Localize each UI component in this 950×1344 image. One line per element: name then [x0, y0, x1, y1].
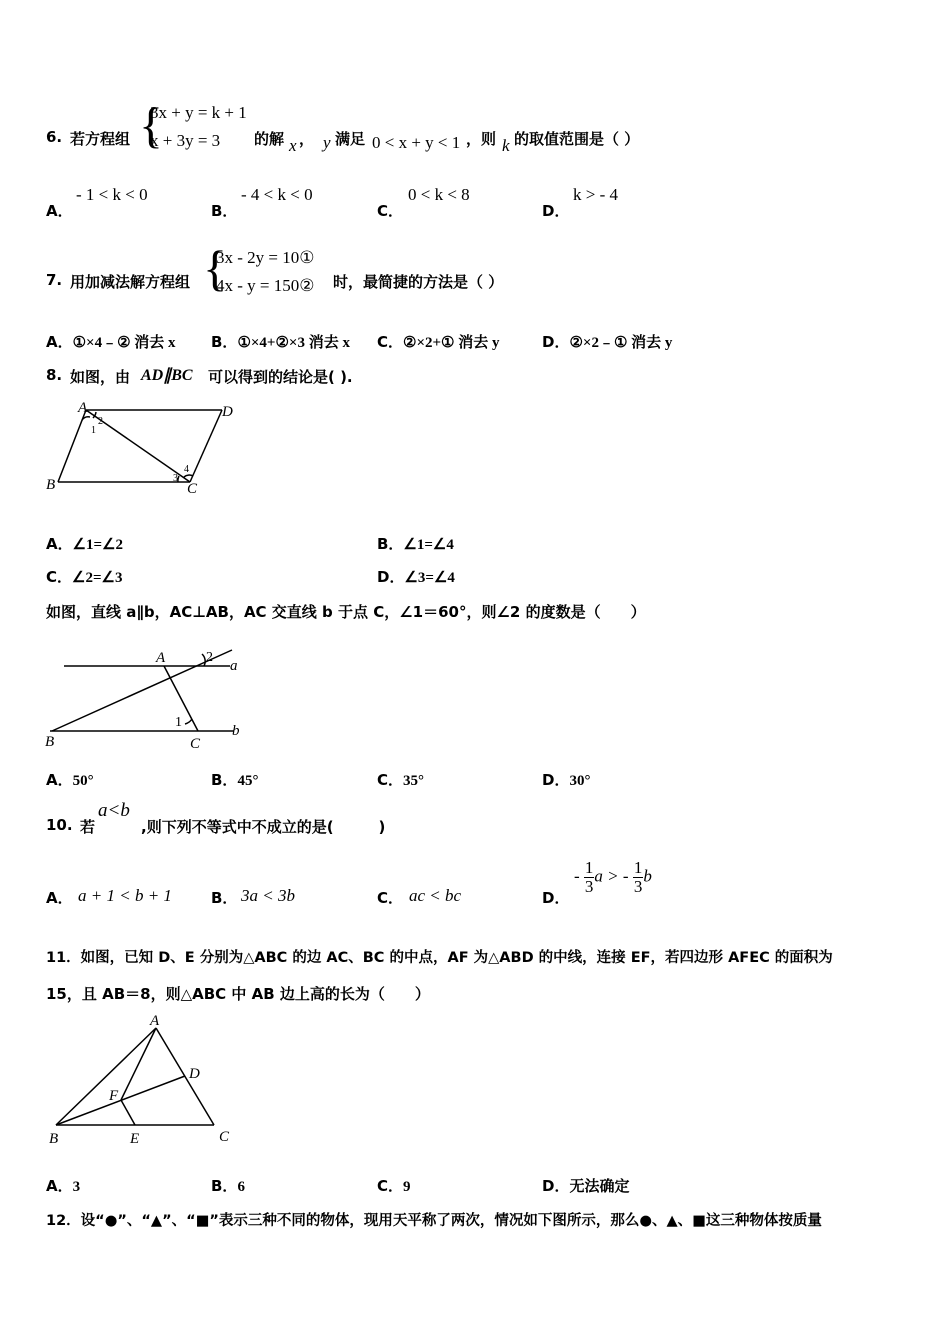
q11-opt-a-text: 3	[72, 1179, 81, 1195]
q11-opt-b-label: B．	[211, 1177, 238, 1195]
q8-label-a: A	[78, 400, 88, 416]
q9-opt-d-label: D．	[542, 771, 570, 789]
q10-d-minus: -	[574, 866, 580, 886]
q6-opt-b-value: - 4 < k < 0	[241, 185, 313, 204]
q7-tail: 时，最简捷的方法是（ ）	[333, 273, 504, 291]
q10-tail: ,则下列不等式中不成立的是( )	[141, 818, 386, 836]
q11-opt-a	[46, 1175, 80, 1196]
q8-opt-a	[46, 533, 123, 554]
q6-opt-b-label: B．	[211, 202, 238, 220]
q7-opt-b	[211, 331, 350, 352]
q10-d-mid: a > -	[594, 866, 629, 886]
q10-d-frac1	[584, 859, 595, 896]
q9-opt-b-text: 45°	[237, 773, 259, 789]
q8-number: 8.	[46, 366, 63, 384]
q9-label-line-a: a	[230, 658, 238, 674]
q6-opt-c-label: C．	[377, 202, 404, 220]
q6-opt-a-value: - 1 < k < 0	[76, 185, 148, 204]
q7-opt-c-text: ②×2+① 消去 y	[403, 335, 500, 351]
q11-label-f: F	[109, 1088, 119, 1104]
q8-opt-b-text: ∠1=∠4	[403, 537, 454, 553]
q10-d-num1: 1	[584, 858, 594, 877]
q8-label-3: 3	[173, 473, 178, 484]
q6-brace: {	[139, 97, 163, 153]
q11-label-d: D	[189, 1066, 200, 1082]
q9-opt-c	[377, 769, 424, 790]
q8-opt-c	[46, 566, 122, 587]
q6-eq1: 3x + y = k + 1	[150, 103, 247, 122]
q7-opt-d-text: ②×2﹣① 消去 y	[569, 335, 673, 351]
q9-label-c-point: C	[190, 736, 201, 752]
q9-label-a-point: A	[156, 650, 166, 666]
q7-opt-c-label: C．	[377, 333, 404, 351]
q8-arc-3	[178, 476, 179, 482]
q7-lead: 用加减法解方程组	[70, 273, 191, 291]
q10-opt-c-value: ac < bc	[409, 886, 462, 905]
q6-mid: 的解	[254, 130, 285, 148]
q8-lead: 如图，由	[70, 368, 131, 386]
q8-label-4: 4	[184, 464, 189, 475]
q8-opt-c-label: C．	[46, 568, 73, 586]
q9-opt-a-label: A．	[46, 771, 73, 789]
q6-lead: 若方程组	[70, 130, 131, 148]
q8-opt-c-text: ∠2=∠3	[72, 570, 123, 586]
q7-opt-d-label: D．	[542, 333, 570, 351]
q8-line-dc	[190, 410, 222, 482]
q9-label-b-point: B	[45, 734, 55, 750]
q11-line-fe	[121, 1100, 135, 1125]
q6-opt-c-value: 0 < k < 8	[408, 185, 470, 204]
q6-var-k: k	[502, 136, 510, 155]
q10-opt-b-value: 3a < 3b	[241, 886, 295, 905]
q10-d-frac2	[633, 859, 644, 896]
q10-opt-a-value: a + 1 < b + 1	[78, 886, 172, 905]
q6-satisfy: 满足	[335, 130, 366, 148]
q10-opt-b-label: B．	[211, 889, 238, 907]
q9-opt-d	[542, 769, 590, 790]
q10-number: 10.	[46, 816, 73, 834]
q9-opt-c-text: 35°	[403, 773, 425, 789]
q7-opt-a	[46, 331, 176, 352]
q10-opt-c-label: C．	[377, 889, 404, 907]
q10-d-end: b	[643, 866, 652, 886]
q11-opt-d	[542, 1175, 629, 1196]
q6-cond: 0 < x + y < 1	[372, 133, 461, 152]
q9-opt-c-label: C．	[377, 771, 404, 789]
q9-arc-1	[185, 719, 192, 724]
q8-tail: 可以得到的结论是( ).	[208, 368, 353, 386]
q6-eq2: x + 3y = 3	[150, 131, 221, 150]
q10-d-den2: 3	[633, 877, 643, 896]
q10-opt-d-label: D．	[542, 889, 570, 907]
q11-label-e: E	[130, 1131, 140, 1147]
q11-label-a: A	[150, 1013, 160, 1029]
q11-opt-d-text: 无法确定	[569, 1177, 630, 1195]
q7-opt-a-label: A．	[46, 333, 73, 351]
q8-opt-d-label: D．	[377, 568, 405, 586]
q7-number: 7.	[46, 271, 63, 289]
q6-tail: 的取值范围是（ ）	[514, 130, 640, 148]
q7-opt-d	[542, 331, 672, 352]
q8-label-d: D	[222, 404, 233, 420]
q10-lead: 若	[80, 818, 96, 836]
q9-label-2: 2	[206, 650, 213, 665]
q8-label-2: 2	[98, 416, 103, 427]
q8-opt-b-label: B．	[377, 535, 404, 553]
q11-opt-a-label: A．	[46, 1177, 73, 1195]
q10-opt-a-label: A．	[46, 889, 73, 907]
q11-opt-c-text: 9	[403, 1179, 411, 1195]
q7-opt-c	[377, 331, 500, 352]
q11-line1: 11．如图，已知 D、E 分别为△ABC 的边 AC、BC 的中点，AF 为△ABD 的中线，连接 EF，若四边形 AFEC 的面积为	[46, 950, 833, 966]
q12-text: 12．设“●”、“▲”、“■”表示三种不同的物体，现用天平称了两次，情况如下图所示，那么●、▲、■这三种物体按质量	[46, 1213, 822, 1229]
q8-line-ab	[58, 410, 86, 482]
q10-cond: a<b	[98, 800, 130, 821]
q9-label-line-b: b	[232, 723, 240, 739]
q6-var-y: y	[323, 133, 331, 152]
q6-opt-d-label: D．	[542, 202, 570, 220]
q8-opt-b	[377, 533, 454, 554]
q8-figure	[44, 398, 244, 498]
q11-opt-b-text: 6	[237, 1179, 245, 1195]
q8-math: AD∥BC	[141, 367, 193, 384]
q11-opt-d-label: D．	[542, 1177, 570, 1195]
q8-label-b: B	[46, 477, 56, 493]
q8-label-c: C	[187, 481, 198, 497]
q8-opt-a-label: A．	[46, 535, 73, 553]
q8-label-1: 1	[91, 425, 96, 436]
q6-opt-d-value: k > - 4	[573, 185, 618, 204]
q7-opt-b-text: ①×4+②×3 消去 x	[237, 335, 350, 351]
q11-line2: 15，且 AB＝8，则△ABC 中 AB 边上高的长为（ ）	[46, 985, 430, 1003]
q7-brace: {	[203, 240, 227, 296]
q8-opt-d-text: ∠3=∠4	[404, 570, 455, 586]
q11-label-b: B	[49, 1131, 59, 1147]
q11-opt-c-label: C．	[377, 1177, 404, 1195]
q9-opt-a-text: 50°	[72, 773, 94, 789]
q9-text: 如图，直线 a∥b，AC⊥AB，AC 交直线 b 于点 C，∠1＝60°，则∠2 的度数是（ ）	[46, 603, 646, 621]
q11-figure	[44, 1010, 244, 1150]
q6-opt-a-label: A．	[46, 202, 73, 220]
q7-opt-a-text: ①×4﹣② 消去 x	[72, 335, 176, 351]
q6-var-x: x	[289, 136, 297, 155]
q10-opt-d-expr	[574, 859, 652, 896]
q10-d-num2: 1	[633, 858, 643, 877]
q7-eq2: 4x - y = 150②	[216, 276, 315, 295]
q9-opt-b-label: B．	[211, 771, 238, 789]
q11-label-c: C	[219, 1129, 230, 1145]
q9-opt-b	[211, 769, 258, 790]
q11-opt-b	[211, 1175, 245, 1196]
q9-opt-d-text: 30°	[569, 773, 591, 789]
q9-opt-a	[46, 769, 94, 790]
q11-opt-c	[377, 1175, 411, 1196]
q6-then: ，则	[466, 130, 497, 148]
q7-opt-b-label: B．	[211, 333, 238, 351]
q8-opt-d	[377, 566, 455, 587]
q11-line-ba	[56, 1028, 156, 1125]
q8-opt-a-text: ∠1=∠2	[72, 537, 124, 553]
q9-label-1: 1	[175, 715, 182, 730]
q7-eq1: 3x - 2y = 10①	[216, 248, 315, 267]
q10-d-den1: 3	[584, 877, 594, 896]
q9-figure	[42, 640, 252, 755]
q6-number: 6.	[46, 128, 63, 146]
q9-arc-2	[202, 654, 205, 666]
q6-sep: ，	[299, 130, 315, 148]
